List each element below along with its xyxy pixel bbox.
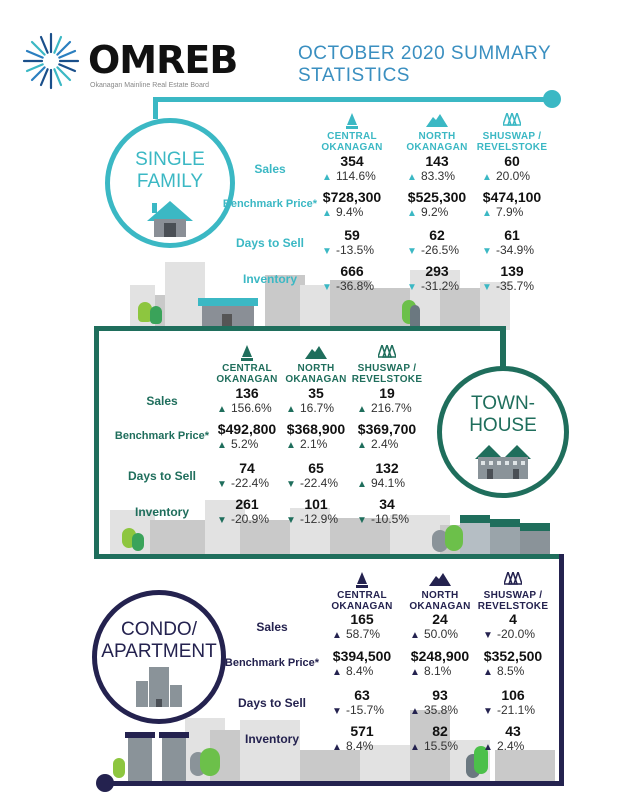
change-percent: 83.3% xyxy=(421,169,456,183)
stat-value: 261 xyxy=(235,496,259,512)
title-line1: OCTOBER 2020 SUMMARY xyxy=(298,43,552,64)
stat-cell xyxy=(473,723,553,753)
stat-change xyxy=(276,401,356,415)
down-arrow-icon: ▼ xyxy=(407,246,417,257)
stat-change xyxy=(207,476,287,490)
region-name-line1: NORTH xyxy=(297,363,335,374)
stat-cell xyxy=(400,723,480,753)
stat-cell xyxy=(400,648,480,678)
up-arrow-icon: ▲ xyxy=(483,742,493,753)
omreb-logo xyxy=(20,30,240,92)
up-arrow-icon: ▲ xyxy=(410,742,420,753)
stat-change xyxy=(400,703,480,717)
row-label: Inventory xyxy=(134,505,189,519)
tree-icon xyxy=(445,525,463,551)
logo-wordmark: OMREB xyxy=(88,38,238,82)
change-percent: 16.7% xyxy=(300,401,335,415)
stat-value: 4 xyxy=(509,611,517,627)
region-header-2 xyxy=(342,345,432,385)
stat-cell xyxy=(276,496,356,526)
change-percent: 8.4% xyxy=(346,664,374,678)
up-arrow-icon: ▲ xyxy=(286,404,296,415)
townhouse-frame-bottom xyxy=(94,554,564,559)
stat-cell xyxy=(473,611,553,641)
stat-cell xyxy=(322,611,402,641)
apartment-icon xyxy=(136,667,182,707)
up-arrow-icon: ▲ xyxy=(482,172,492,183)
change-percent: -12.9% xyxy=(300,512,339,526)
stat-value: 63 xyxy=(354,687,370,703)
stat-cell xyxy=(472,227,552,257)
change-percent: 5.2% xyxy=(231,437,259,451)
up-arrow-icon: ▲ xyxy=(357,479,367,490)
row-label: Inventory xyxy=(244,732,299,746)
stat-change xyxy=(347,512,427,526)
logo-subtitle: Okanagan Mainline Real Estate Board xyxy=(90,82,210,89)
change-percent: 2.4% xyxy=(497,739,525,753)
up-arrow-icon: ▲ xyxy=(410,630,420,641)
up-arrow-icon: ▲ xyxy=(407,208,417,219)
change-percent: 9.2% xyxy=(421,205,449,219)
stat-change xyxy=(276,437,356,451)
stat-cell xyxy=(347,460,427,490)
region-name-line1: NORTH xyxy=(418,131,456,142)
up-arrow-icon: ▲ xyxy=(332,630,342,641)
up-arrow-icon: ▲ xyxy=(410,667,420,678)
stat-change xyxy=(322,739,402,753)
region-name-line2: OKANAGAN xyxy=(321,142,383,153)
condo-dot xyxy=(96,774,114,792)
row-label: Sales xyxy=(256,620,288,634)
tree-icon xyxy=(132,533,144,551)
stat-value: 24 xyxy=(432,611,448,627)
sailboat-icon xyxy=(317,572,407,590)
stat-cell xyxy=(347,496,427,526)
down-arrow-icon: ▼ xyxy=(286,515,296,526)
region-header-2 xyxy=(468,572,558,612)
stat-value: 293 xyxy=(425,263,449,279)
region-name-line2: OKANAGAN xyxy=(409,601,471,612)
stat-cell xyxy=(312,227,392,257)
stat-change xyxy=(472,279,552,293)
stat-cell xyxy=(472,263,552,293)
condo-frame-right xyxy=(559,554,564,786)
row-label: Benchmark Price* xyxy=(222,198,318,210)
stat-change xyxy=(276,512,356,526)
trees-icon xyxy=(342,345,432,363)
stat-value: $352,500 xyxy=(483,648,543,664)
townhouse-row-icon xyxy=(460,515,550,554)
stat-change xyxy=(472,243,552,257)
stat-cell xyxy=(312,263,392,293)
down-arrow-icon: ▼ xyxy=(407,282,417,293)
stat-value: 61 xyxy=(504,227,520,243)
change-percent: -31.2% xyxy=(421,279,460,293)
change-percent: -15.7% xyxy=(346,703,385,717)
stat-cell xyxy=(312,189,392,219)
stat-value: 34 xyxy=(379,496,395,512)
stat-change xyxy=(347,401,427,415)
up-arrow-icon: ▲ xyxy=(322,172,332,183)
stat-change xyxy=(347,476,427,490)
change-percent: -35.7% xyxy=(496,279,535,293)
change-percent: -20.0% xyxy=(497,627,536,641)
badge-line2: HOUSE xyxy=(469,415,537,436)
stat-change xyxy=(472,205,552,219)
badge-line2: FAMILY xyxy=(136,171,204,192)
badge-line1: CONDO/ xyxy=(120,619,197,640)
change-percent: 8.5% xyxy=(497,664,525,678)
change-percent: -21.1% xyxy=(497,703,536,717)
stat-change xyxy=(397,279,477,293)
stat-value: 666 xyxy=(340,263,364,279)
region-name-line1: CENTRAL xyxy=(222,363,272,374)
stat-cell xyxy=(276,421,356,451)
change-percent: 114.6% xyxy=(336,169,376,183)
house-icon xyxy=(145,199,195,237)
stat-change xyxy=(473,703,553,717)
starburst-logo-icon xyxy=(20,30,82,92)
stat-change xyxy=(322,703,402,717)
stat-change xyxy=(312,169,392,183)
stat-value: 60 xyxy=(504,153,520,169)
up-arrow-icon: ▲ xyxy=(322,208,332,219)
stat-cell xyxy=(400,611,480,641)
region-name-line2: OKANAGAN xyxy=(216,374,278,385)
down-arrow-icon: ▼ xyxy=(482,282,492,293)
stat-change xyxy=(312,279,392,293)
stat-change xyxy=(397,205,477,219)
change-percent: 8.4% xyxy=(346,739,374,753)
stat-change xyxy=(322,627,402,641)
stat-cell xyxy=(322,723,402,753)
region-name-line1: SHUSWAP / xyxy=(357,363,417,374)
stat-change xyxy=(207,512,287,526)
stat-value: 136 xyxy=(235,385,259,401)
stat-change xyxy=(400,627,480,641)
region-name-line2: REVELSTOKE xyxy=(477,601,549,612)
stat-cell xyxy=(207,496,287,526)
down-arrow-icon: ▼ xyxy=(322,282,332,293)
stat-change xyxy=(207,437,287,451)
page-title xyxy=(298,43,551,87)
row-label: Days to Sell xyxy=(127,469,197,483)
stat-cell xyxy=(276,460,356,490)
stat-value: 143 xyxy=(425,153,449,169)
up-arrow-icon: ▲ xyxy=(332,742,342,753)
down-arrow-icon: ▼ xyxy=(217,515,227,526)
stat-change xyxy=(473,664,553,678)
single-family-badge xyxy=(105,118,235,248)
stat-value: 139 xyxy=(500,263,524,279)
stat-value: $394,500 xyxy=(332,648,392,664)
row-label: Sales xyxy=(146,394,178,408)
up-arrow-icon: ▲ xyxy=(357,404,367,415)
stat-cell xyxy=(276,385,356,415)
region-name-line1: SHUSWAP / xyxy=(482,131,542,142)
change-percent: 2.4% xyxy=(371,437,399,451)
up-arrow-icon: ▲ xyxy=(332,667,342,678)
stat-value: 74 xyxy=(239,460,255,476)
stat-cell xyxy=(397,153,477,183)
change-percent: 9.4% xyxy=(336,205,364,219)
single-family-dot xyxy=(543,90,561,108)
stat-change xyxy=(322,664,402,678)
stat-value: 65 xyxy=(308,460,324,476)
change-percent: 94.1% xyxy=(371,476,406,490)
stat-value: $492,800 xyxy=(217,421,277,437)
stat-cell xyxy=(397,189,477,219)
apartment-buildings-icon xyxy=(125,732,191,781)
stat-value: 101 xyxy=(304,496,328,512)
stat-change xyxy=(473,739,553,753)
up-arrow-icon: ▲ xyxy=(410,706,420,717)
stat-cell xyxy=(347,421,427,451)
stat-cell xyxy=(472,189,552,219)
up-arrow-icon: ▲ xyxy=(357,440,367,451)
stat-cell xyxy=(397,263,477,293)
up-arrow-icon: ▲ xyxy=(286,440,296,451)
single-family-connector-vert xyxy=(153,97,158,119)
stat-value: 165 xyxy=(350,611,374,627)
stat-value: $525,300 xyxy=(407,189,467,205)
up-arrow-icon: ▲ xyxy=(482,208,492,219)
down-arrow-icon: ▼ xyxy=(286,479,296,490)
region-name-line2: REVELSTOKE xyxy=(351,374,423,385)
stat-value: 571 xyxy=(350,723,374,739)
stat-value: 354 xyxy=(340,153,364,169)
single-family-connector xyxy=(153,97,553,102)
condo-frame-bottom xyxy=(100,781,564,786)
change-percent: -22.4% xyxy=(231,476,270,490)
region-name-line1: CENTRAL xyxy=(327,131,377,142)
stat-change xyxy=(400,664,480,678)
change-percent: -20.9% xyxy=(231,512,270,526)
tree-icon xyxy=(200,748,220,776)
stat-cell xyxy=(400,687,480,717)
down-arrow-icon: ▼ xyxy=(332,706,342,717)
region-name-line1: NORTH xyxy=(421,590,459,601)
change-percent: 2.1% xyxy=(300,437,328,451)
trees-icon xyxy=(467,113,557,131)
change-percent: 20.0% xyxy=(496,169,531,183)
stat-change xyxy=(473,627,553,641)
stat-change xyxy=(472,169,552,183)
badge-line2: APARTMENT xyxy=(101,641,217,662)
stat-cell xyxy=(207,460,287,490)
badge-line1: SINGLE xyxy=(135,149,205,170)
up-arrow-icon: ▲ xyxy=(483,667,493,678)
row-label: Benchmark Price* xyxy=(224,657,320,669)
trees-icon xyxy=(468,572,558,590)
stat-cell xyxy=(473,687,553,717)
change-percent: 216.7% xyxy=(371,401,412,415)
down-arrow-icon: ▼ xyxy=(483,630,493,641)
stat-cell xyxy=(207,421,287,451)
row-label: Inventory xyxy=(242,272,297,286)
region-name-line1: SHUSWAP / xyxy=(483,590,543,601)
stat-cell xyxy=(322,687,402,717)
region-header-2 xyxy=(467,113,557,153)
stat-value: 59 xyxy=(344,227,360,243)
stat-cell xyxy=(397,227,477,257)
change-percent: -26.5% xyxy=(421,243,460,257)
down-arrow-icon: ▼ xyxy=(322,246,332,257)
change-percent: -10.5% xyxy=(371,512,410,526)
region-name-line2: OKANAGAN xyxy=(406,142,468,153)
row-label: Days to Sell xyxy=(237,696,307,710)
stat-change xyxy=(276,476,356,490)
condo-badge xyxy=(92,590,226,724)
stat-cell xyxy=(322,648,402,678)
townhouse-icon xyxy=(475,443,531,479)
stat-change xyxy=(312,243,392,257)
townhouse-badge xyxy=(437,366,569,498)
down-arrow-icon: ▼ xyxy=(482,246,492,257)
stat-value: 82 xyxy=(432,723,448,739)
stat-value: 19 xyxy=(379,385,395,401)
tree-icon xyxy=(150,306,162,324)
sailboat-icon xyxy=(307,113,397,131)
stat-change xyxy=(400,739,480,753)
change-percent: 8.1% xyxy=(424,664,452,678)
stat-value: 35 xyxy=(308,385,324,401)
stat-value: $368,900 xyxy=(286,421,346,437)
row-label: Days to Sell xyxy=(235,236,305,250)
change-percent: 15.5% xyxy=(424,739,459,753)
stat-value: $248,900 xyxy=(410,648,470,664)
stat-change xyxy=(207,401,287,415)
region-header-0 xyxy=(317,572,407,612)
region-header-0 xyxy=(307,113,397,153)
stat-cell xyxy=(347,385,427,415)
change-percent: -34.9% xyxy=(496,243,535,257)
stat-change xyxy=(397,169,477,183)
stat-cell xyxy=(473,648,553,678)
change-percent: 156.6% xyxy=(231,401,272,415)
stat-value: $728,300 xyxy=(322,189,382,205)
stat-value: 93 xyxy=(432,687,448,703)
region-name-line2: OKANAGAN xyxy=(331,601,393,612)
title-line2: STATISTICS xyxy=(298,65,410,86)
change-percent: 35.8% xyxy=(424,703,459,717)
stat-value: 106 xyxy=(501,687,525,703)
tree-icon xyxy=(113,758,125,778)
down-arrow-icon: ▼ xyxy=(483,706,493,717)
stat-value: $369,700 xyxy=(357,421,417,437)
row-label: Sales xyxy=(254,162,286,176)
row-label: Benchmark Price* xyxy=(114,430,210,442)
change-percent: 7.9% xyxy=(496,205,524,219)
change-percent: -13.5% xyxy=(336,243,375,257)
stat-change xyxy=(397,243,477,257)
stat-cell xyxy=(207,385,287,415)
change-percent: 50.0% xyxy=(424,627,459,641)
stat-cell xyxy=(312,153,392,183)
stat-cell xyxy=(472,153,552,183)
change-percent: -36.8% xyxy=(336,279,375,293)
stat-change xyxy=(347,437,427,451)
stat-change xyxy=(312,205,392,219)
up-arrow-icon: ▲ xyxy=(407,172,417,183)
up-arrow-icon: ▲ xyxy=(217,404,227,415)
region-name-line1: CENTRAL xyxy=(337,590,387,601)
down-arrow-icon: ▼ xyxy=(357,515,367,526)
stat-value: 132 xyxy=(375,460,399,476)
change-percent: 58.7% xyxy=(346,627,381,641)
stat-value: 62 xyxy=(429,227,445,243)
region-name-line2: OKANAGAN xyxy=(285,374,347,385)
region-name-line2: REVELSTOKE xyxy=(476,142,548,153)
badge-line1: TOWN- xyxy=(470,393,535,414)
stat-value: $474,100 xyxy=(482,189,542,205)
stat-value: 43 xyxy=(505,723,521,739)
up-arrow-icon: ▲ xyxy=(217,440,227,451)
down-arrow-icon: ▼ xyxy=(217,479,227,490)
change-percent: -22.4% xyxy=(300,476,339,490)
